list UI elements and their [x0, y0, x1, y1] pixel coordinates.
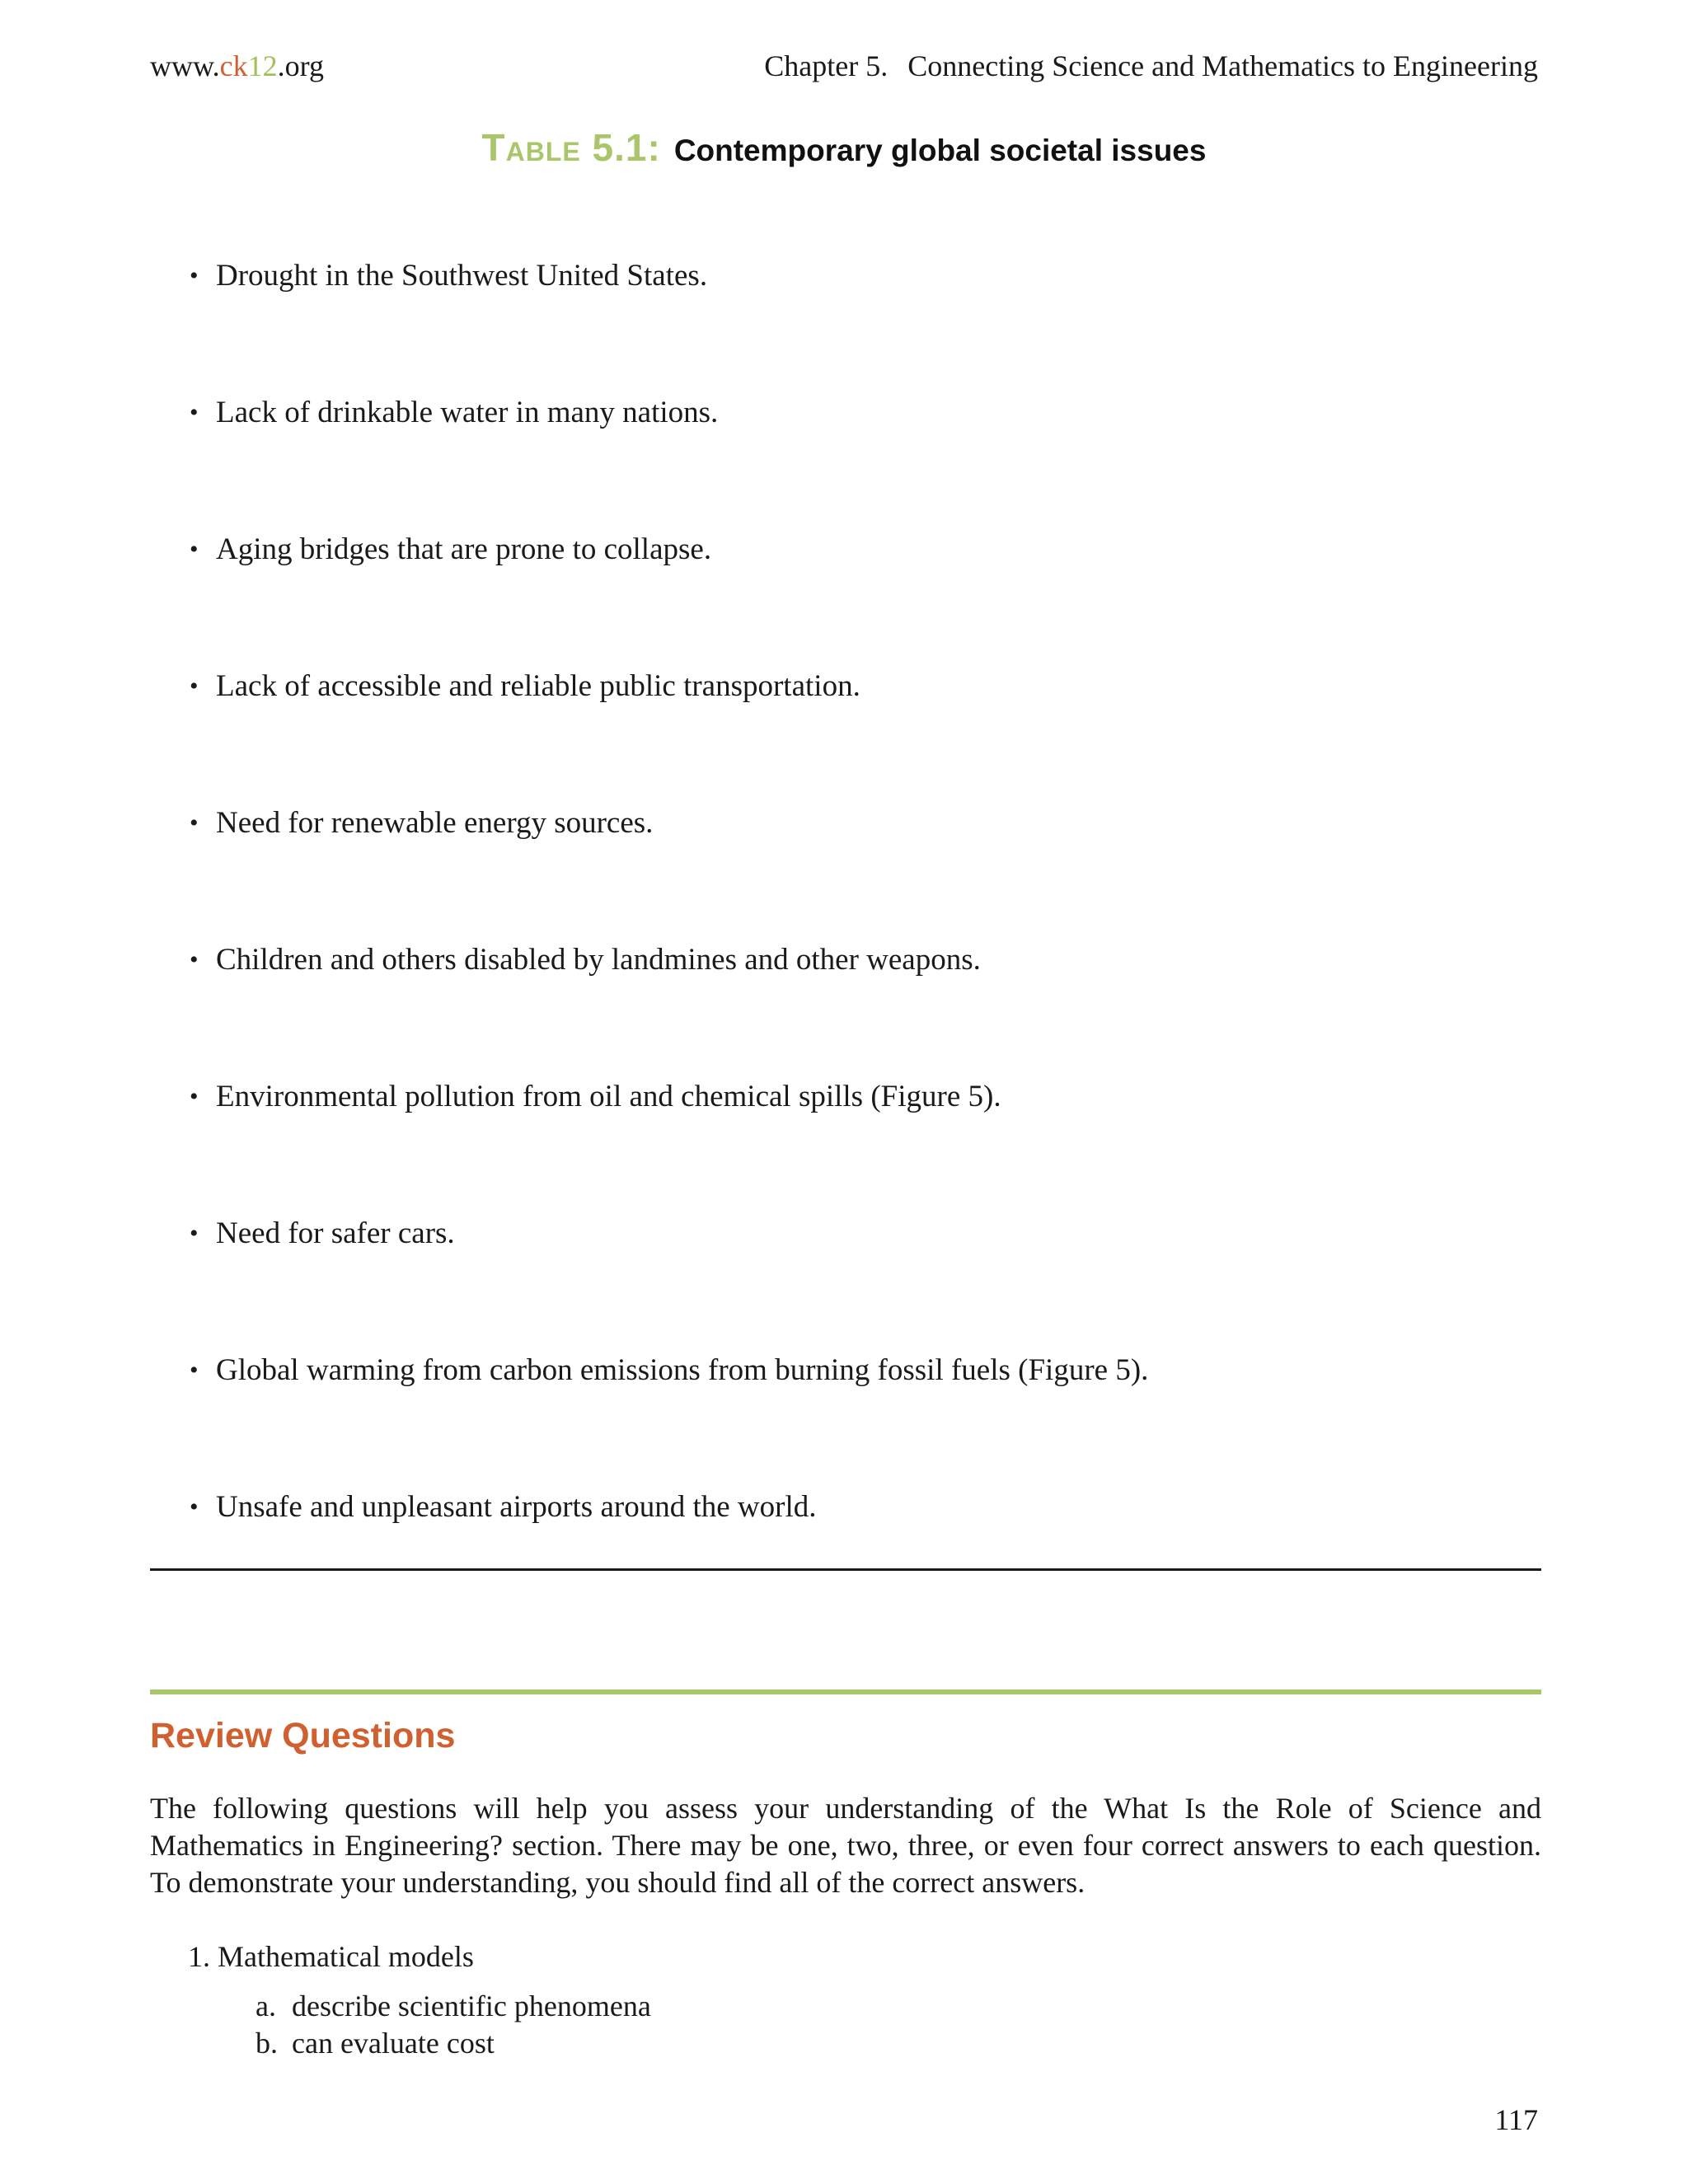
chapter-number: Chapter 5. — [764, 49, 889, 82]
bullet: • — [190, 946, 199, 973]
list-item: • Unsafe and unpleasant airports around the world. — [216, 1487, 1148, 1624]
answer-option — [256, 2025, 651, 2062]
list-item: • Children and others disabled by landmines and other weapons. — [216, 940, 1148, 1076]
table-label: Table 5.1: — [481, 126, 661, 169]
list-item: • Need for safer cars. — [216, 1213, 1148, 1350]
bullet: • — [190, 1083, 199, 1110]
bullet: • — [190, 1357, 199, 1384]
section-divider — [150, 1690, 1541, 1694]
table-bottom-rule — [150, 1568, 1541, 1571]
list-item: • Aging bridges that are prone to collapse. — [216, 529, 1148, 666]
chapter-title: Connecting Science and Mathematics to Engineering — [907, 49, 1538, 82]
question-1 — [188, 1938, 474, 1975]
intro-paragraph: The following questions will help you assess your understanding of the What Is the Role of Science and Mathematics in Engineering? section. There may be one, two, three, or even four correct answers to each question. To demonstrate your understanding, you should find all of the correct answers. — [150, 1792, 1541, 1899]
section-heading: Review Questions — [150, 1716, 456, 1755]
table-title: Contemporary global societal issues — [673, 134, 1207, 167]
question-text: Mathematical models — [218, 1940, 474, 1973]
list-item: • Drought in the Southwest United States. — [216, 255, 1148, 392]
table-caption — [0, 125, 1688, 170]
list-item: • Lack of accessible and reliable public transportation. — [216, 666, 1148, 803]
site-url-num: 12 — [247, 49, 278, 82]
list-item: • Environmental pollution from oil and chemical spills (Figure 5). — [216, 1076, 1148, 1213]
answer-text: describe scientific phenomena — [292, 1990, 651, 2022]
list-item: • Lack of drinkable water in many nations. — [216, 392, 1148, 529]
bullet: • — [190, 262, 199, 289]
answer-option — [256, 1988, 651, 2025]
issue-list — [190, 255, 1149, 1624]
list-item: • Need for renewable energy sources. — [216, 803, 1148, 940]
site-url: www.ck12.org — [150, 49, 324, 82]
bullet: • — [190, 809, 199, 837]
bullet: • — [190, 673, 199, 700]
answer-list — [256, 1988, 651, 2062]
answer-text: can evaluate cost — [292, 2027, 495, 2060]
question-number: 1. — [188, 1940, 210, 1973]
bullet: • — [190, 399, 199, 426]
running-header — [764, 48, 1538, 84]
answer-letter: a. — [256, 1990, 276, 2022]
page-number: 117 — [1494, 2103, 1538, 2136]
bullet: • — [190, 1493, 199, 1521]
answer-letter: b. — [256, 2027, 278, 2060]
site-url-ck: ck — [219, 49, 248, 82]
bullet: • — [190, 536, 199, 563]
list-item: • Global warming from carbon emissions from burning fossil fuels (Figure 5). — [216, 1350, 1148, 1487]
bullet: • — [190, 1220, 199, 1247]
